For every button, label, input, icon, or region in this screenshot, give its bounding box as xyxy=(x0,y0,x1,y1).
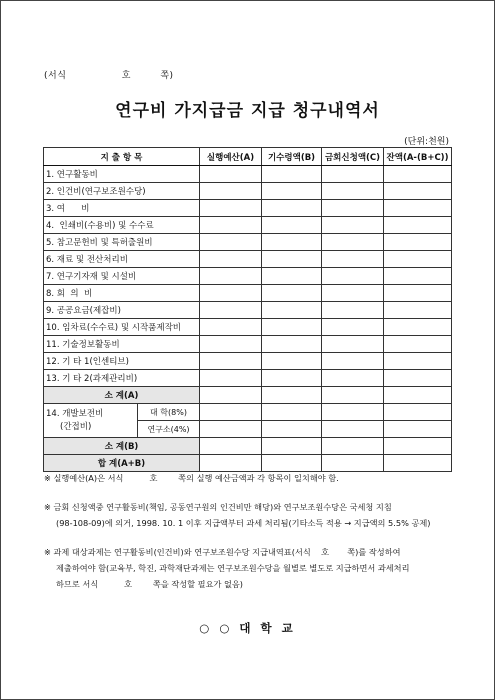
table-cell[interactable] xyxy=(322,166,384,183)
table-cell[interactable] xyxy=(384,319,452,336)
table-row xyxy=(44,166,452,183)
table-cell[interactable] xyxy=(384,370,452,387)
item-label: 12. 기 타 1(인센티브) xyxy=(44,353,200,370)
note-3 xyxy=(44,544,454,592)
item-label: 13. 기 타 2(과제관리비) xyxy=(44,370,200,387)
table-cell[interactable] xyxy=(384,353,452,370)
table-row xyxy=(44,268,452,285)
subtotal-b-row xyxy=(44,438,452,455)
note-1-text: ※ 실행예산(A)은 서식 호 쪽의 실행 예산금액과 각 항목이 일치해야 함. xyxy=(44,473,339,483)
item-label: 3. 여 비 xyxy=(44,200,200,217)
table-cell[interactable] xyxy=(322,200,384,217)
table-cell[interactable] xyxy=(262,336,322,353)
university-name: ○ ○ 대 학 교 xyxy=(199,621,296,635)
table-row xyxy=(44,234,452,251)
item-label: 1. 연구활동비 xyxy=(44,166,200,183)
note-3-line1: ※ 과제 대상과제는 연구활동비(인건비)와 연구보조원수당 지급내역표(서식 호 쪽)를 작성하여 xyxy=(44,547,401,557)
table-cell[interactable] xyxy=(200,268,262,285)
table-cell[interactable] xyxy=(262,217,322,234)
table-cell[interactable] xyxy=(384,455,452,472)
table-cell[interactable] xyxy=(262,285,322,302)
table-row xyxy=(44,183,452,200)
table-cell[interactable] xyxy=(262,387,322,404)
table-cell[interactable] xyxy=(322,370,384,387)
item14-row-1 xyxy=(44,404,452,421)
subtotal-b-label: 소 계(B) xyxy=(44,438,200,455)
table-cell[interactable] xyxy=(200,353,262,370)
table-cell[interactable] xyxy=(262,234,322,251)
table-cell[interactable] xyxy=(384,268,452,285)
table-cell[interactable] xyxy=(262,404,322,421)
table-cell[interactable] xyxy=(384,166,452,183)
table-cell[interactable] xyxy=(384,336,452,353)
table-cell[interactable] xyxy=(384,234,452,251)
table-cell[interactable] xyxy=(200,234,262,251)
note-2-line1: ※ 금회 신청액중 연구활동비(책임, 공동연구원의 인건비만 해당)와 연구보조원수당은 국세청 지침 xyxy=(44,502,392,512)
table-cell[interactable] xyxy=(384,200,452,217)
table-cell[interactable] xyxy=(200,370,262,387)
table-cell[interactable] xyxy=(262,455,322,472)
subtotal-a-label: 소 계(A) xyxy=(44,387,200,404)
header-budget: 실행예산(A) xyxy=(200,148,262,166)
table-cell[interactable] xyxy=(262,166,322,183)
page-title: 연구비 가지급금 지급 청구내역서 xyxy=(115,101,380,121)
table-cell[interactable] xyxy=(384,251,452,268)
form-ref-prefix: (서식 xyxy=(44,71,67,81)
table-cell[interactable] xyxy=(262,353,322,370)
total-label: 합 계(A+B) xyxy=(44,455,200,472)
header-item: 지 출 항 목 xyxy=(44,148,200,166)
table-cell[interactable] xyxy=(322,251,384,268)
table-cell[interactable] xyxy=(262,251,322,268)
item-label: 4. 인쇄비(수용비) 및 수수료 xyxy=(44,217,200,234)
item-label: 11. 기술정보활동비 xyxy=(44,336,200,353)
table-cell[interactable] xyxy=(262,438,322,455)
table-cell[interactable] xyxy=(262,200,322,217)
table-cell[interactable] xyxy=(200,421,262,438)
unit-label: (단위:천원) xyxy=(404,137,449,147)
table-row xyxy=(44,217,452,234)
item14-line1: 14. 개발보전비 xyxy=(46,408,104,419)
table-cell[interactable] xyxy=(262,183,322,200)
item14-institute: 연구소(4%) xyxy=(138,421,200,438)
table-cell[interactable] xyxy=(262,268,322,285)
table-row xyxy=(44,285,452,302)
item-label: 2. 인건비(연구보조원수당) xyxy=(44,183,200,200)
item-label: 6. 재료 및 전산처리비 xyxy=(44,251,200,268)
table-cell[interactable] xyxy=(322,336,384,353)
table-row xyxy=(44,319,452,336)
table-cell[interactable] xyxy=(384,421,452,438)
item-label: 5. 참고문헌비 및 특허출원비 xyxy=(44,234,200,251)
table-cell[interactable] xyxy=(200,387,262,404)
table-cell[interactable] xyxy=(384,387,452,404)
table-cell[interactable] xyxy=(200,302,262,319)
header-balance: 잔액(A-(B+C)) xyxy=(384,148,452,166)
table-cell[interactable] xyxy=(322,353,384,370)
table-cell[interactable] xyxy=(384,183,452,200)
table-cell[interactable] xyxy=(322,302,384,319)
note-2 xyxy=(44,499,454,531)
table-row xyxy=(44,302,452,319)
note-3-line2: 제출하여야 함(교육부, 학진, 과학재단과제는 연구보조원수당을 월별로 별도로 지급하면서 과세처리 xyxy=(56,563,410,573)
table-row xyxy=(44,353,452,370)
table-cell[interactable] xyxy=(384,217,452,234)
note-2-line2: (98-108-09)에 의거, 1998. 10. 1 이후 지급액부터 과세 처리됨(기타소득 적용 → 지급액의 5.5% 공제) xyxy=(56,518,431,528)
item-label: 9. 공공요금(제잡비) xyxy=(44,302,200,319)
header-request: 금회신청액(C) xyxy=(322,148,384,166)
table-cell[interactable] xyxy=(384,404,452,421)
table-cell[interactable] xyxy=(200,166,262,183)
table-cell[interactable] xyxy=(384,302,452,319)
table-cell[interactable] xyxy=(200,200,262,217)
table-cell[interactable] xyxy=(200,319,262,336)
note-3-line3: 하므로 서식 호 쪽을 작성할 필요가 없음) xyxy=(56,579,243,589)
table-cell[interactable] xyxy=(200,183,262,200)
form-ref-ho: 호 xyxy=(121,71,131,81)
table-cell[interactable] xyxy=(200,336,262,353)
form-ref-jjok: 쪽) xyxy=(160,71,174,81)
item-label: 8. 회 의 비 xyxy=(44,285,200,302)
table-cell[interactable] xyxy=(322,319,384,336)
item14-line2: (간접비) xyxy=(60,421,92,432)
table-cell[interactable] xyxy=(384,285,452,302)
table-cell[interactable] xyxy=(384,438,452,455)
header-received: 기수령액(B) xyxy=(262,148,322,166)
table-cell[interactable] xyxy=(262,370,322,387)
notes-section xyxy=(44,470,454,605)
table-cell[interactable] xyxy=(322,387,384,404)
table-cell[interactable] xyxy=(322,285,384,302)
table-row xyxy=(44,200,452,217)
table-cell[interactable] xyxy=(322,217,384,234)
item14-label xyxy=(44,404,138,438)
table-cell[interactable] xyxy=(200,438,262,455)
form-reference xyxy=(44,68,174,81)
table-cell[interactable] xyxy=(262,302,322,319)
table-cell[interactable] xyxy=(322,455,384,472)
table-cell[interactable] xyxy=(322,234,384,251)
table-cell[interactable] xyxy=(322,268,384,285)
item-label: 10. 임차료(수수료) 및 시작품제작비 xyxy=(44,319,200,336)
expense-table xyxy=(43,147,452,472)
table-cell[interactable] xyxy=(200,455,262,472)
table-cell[interactable] xyxy=(262,319,322,336)
table-row xyxy=(44,370,452,387)
table-header-row xyxy=(44,148,452,166)
table-row xyxy=(44,336,452,353)
table-cell[interactable] xyxy=(200,404,262,421)
note-1 xyxy=(44,470,454,486)
subtotal-a-row xyxy=(44,387,452,404)
item14-university: 대 학(8%) xyxy=(138,404,200,421)
table-row xyxy=(44,251,452,268)
table-cell[interactable] xyxy=(200,251,262,268)
table-cell[interactable] xyxy=(322,183,384,200)
total-row xyxy=(44,455,452,472)
table-cell[interactable] xyxy=(322,404,384,421)
item-label: 7. 연구기자재 및 시설비 xyxy=(44,268,200,285)
table-cell[interactable] xyxy=(200,285,262,302)
table-cell[interactable] xyxy=(262,421,322,438)
table-cell[interactable] xyxy=(322,438,384,455)
table-cell[interactable] xyxy=(322,421,384,438)
table-cell[interactable] xyxy=(200,217,262,234)
